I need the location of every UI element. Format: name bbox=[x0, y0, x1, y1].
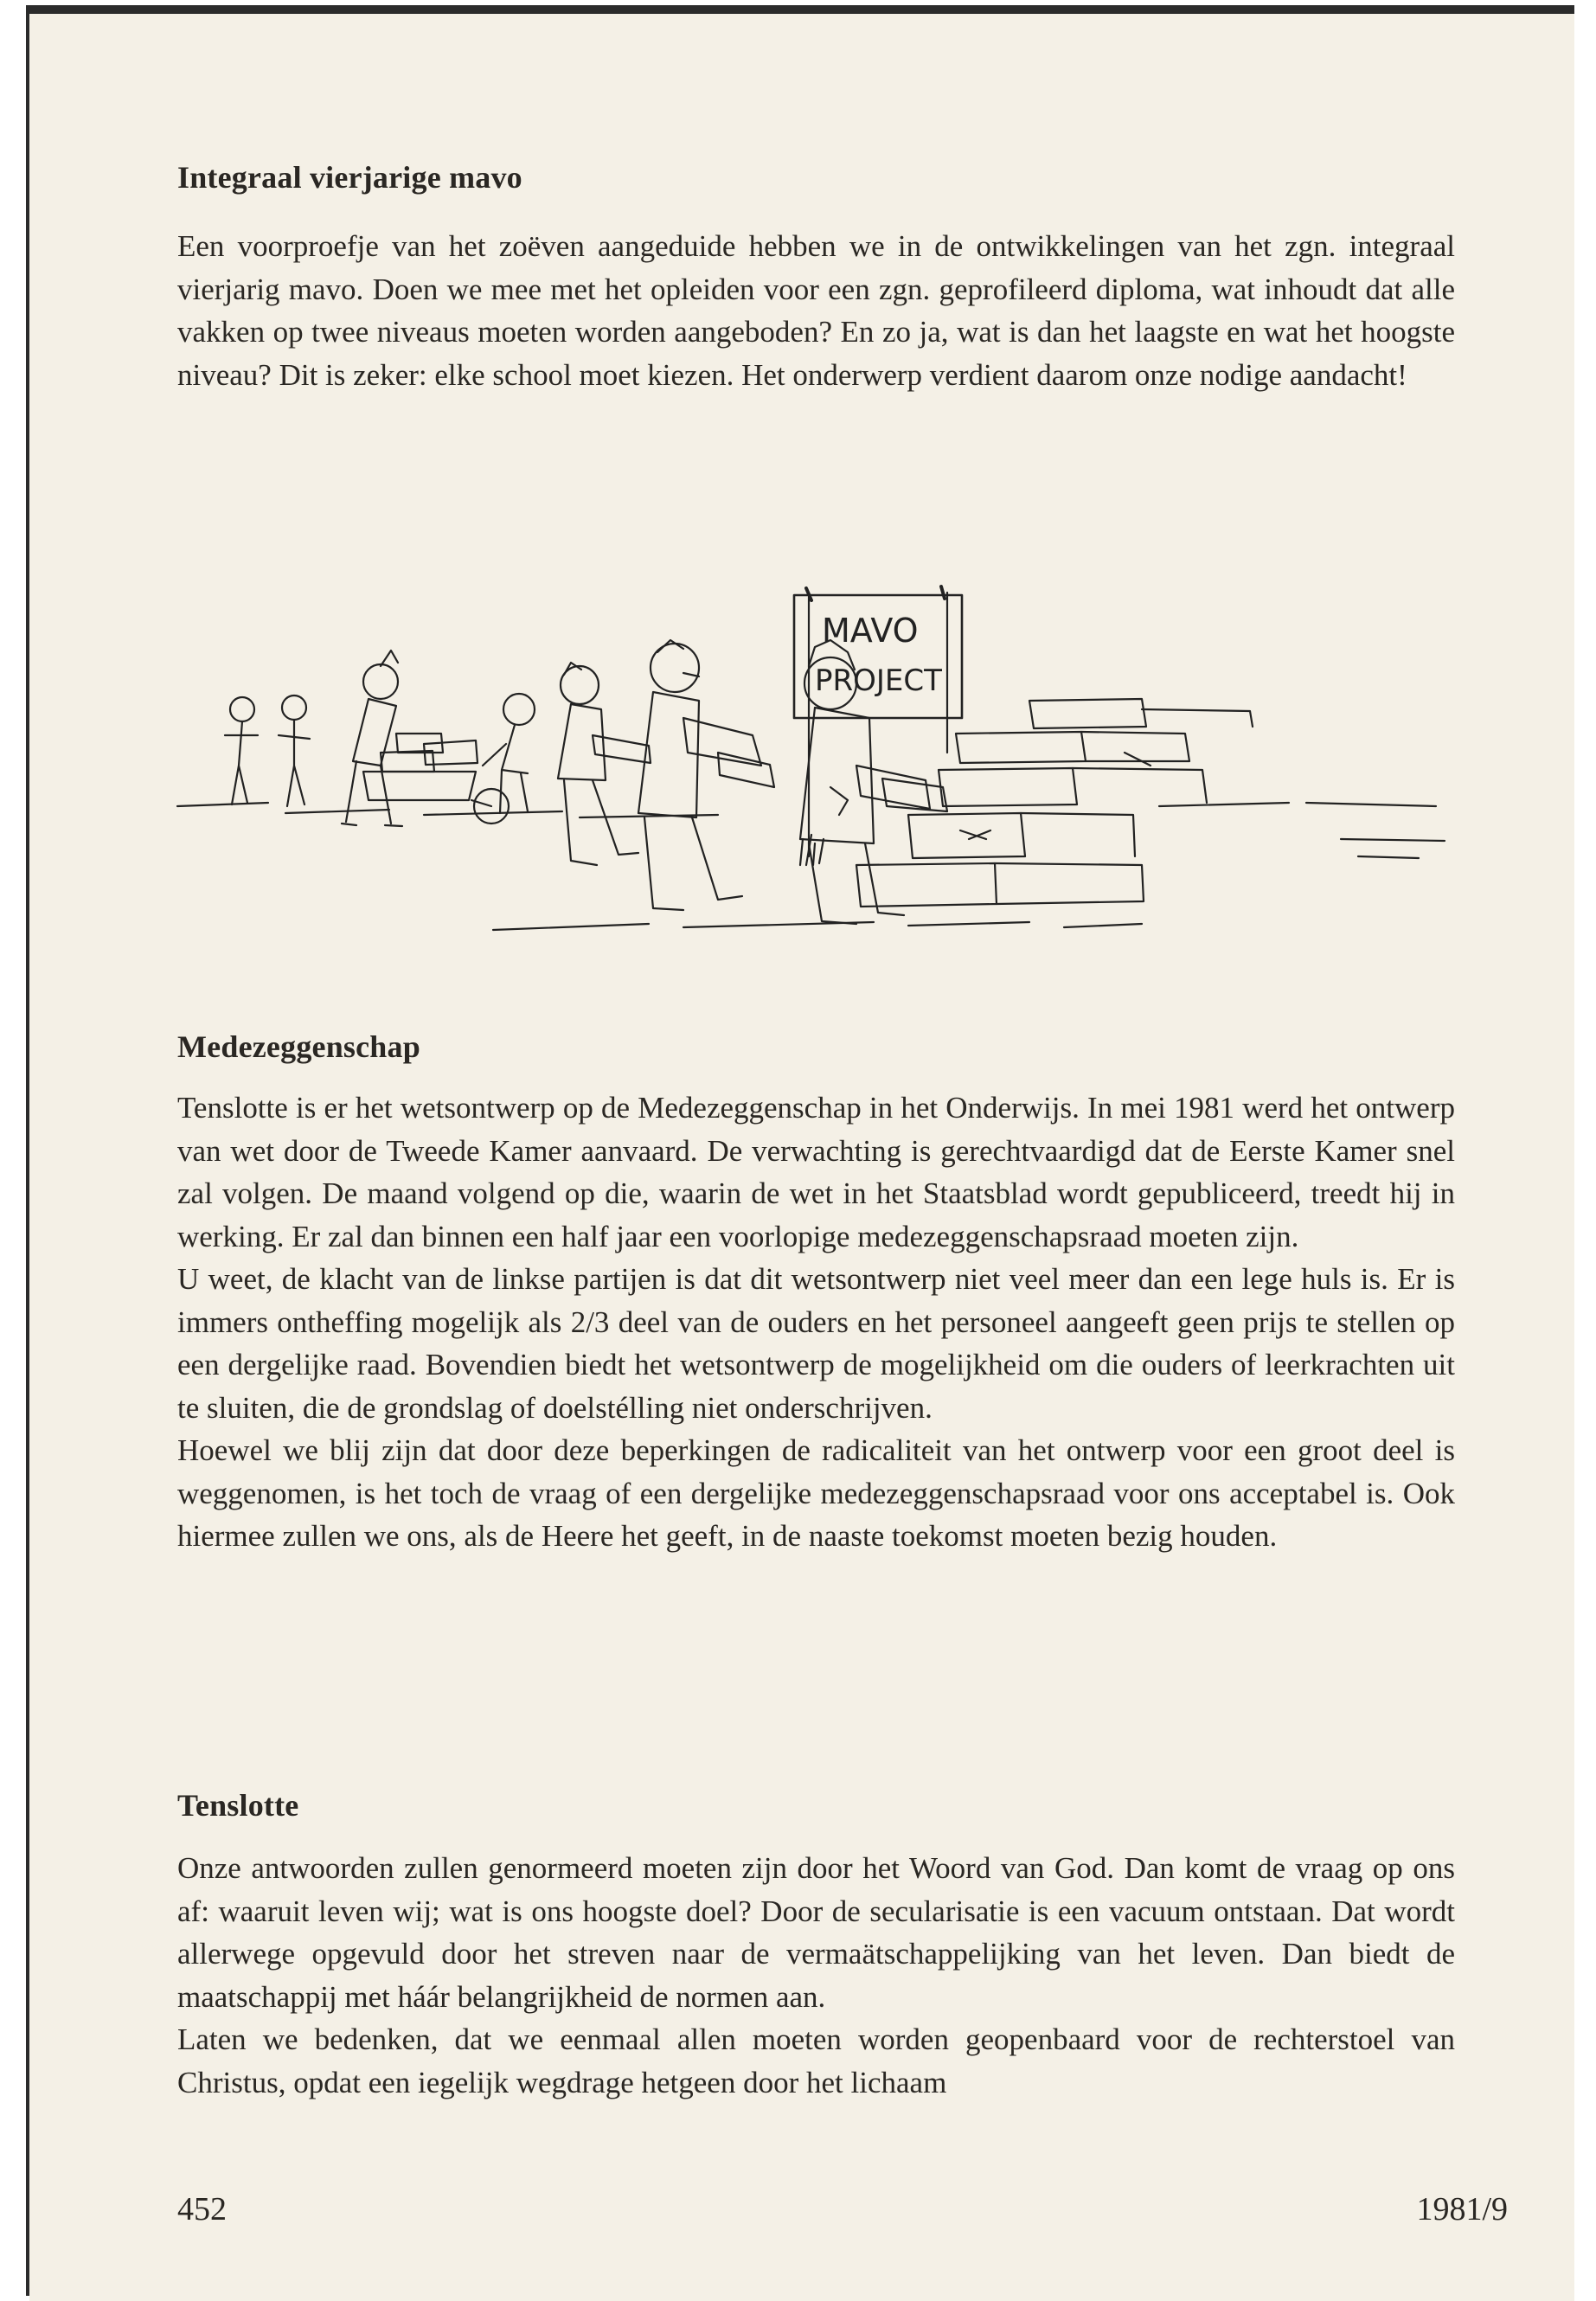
ground-lines bbox=[177, 803, 1445, 930]
paragraph: Tenslotte is er het wetsontwerp op de Medezeggenschap in het Onderwijs. In mei 1981 werd het ontwerp van wet door de Tweede Kamer aanvaard. De verwachting is gerechtvaardigd dat de Eerste Kamer snel zal volgen. De maand volgend op die, waarin de wet in het Staatsblad wordt gepubliceerd, treedt hij in werking. Er zal dan binnen een half jaar een voorlopige medezeggenschapsraad moeten zijn. bbox=[177, 1091, 1455, 1253]
sign-text-mavo: MAVO bbox=[822, 612, 919, 650]
figure-small-left bbox=[225, 697, 258, 804]
section-heading-tenslotte: Tenslotte bbox=[177, 1788, 299, 1823]
page-number: 452 bbox=[177, 2191, 227, 2227]
paragraph: Hoewel we blij zijn dat door deze beperkingen de radicaliteit van het ontwerp voor een groot deel is weggenomen, is het toch de vraag of een dergelijke medezeggenschapsraad voor ons acceptabel is. Ook hiermee zullen we ons, als de Heere het geeft, in de naaste toekomst moeten bezig houden. bbox=[177, 1433, 1455, 1553]
paragraph: Een voorproefje van het zoëven aangeduide hebben we in de ontwikkelingen van het zgn. integraal vierjarig mavo. Doen we mee met het opleiden voor een zgn. geprofileerd diploma, wat inhoudt dat alle vakken op twee niveaus moeten worden aangeboden? En zo ja, wat is dan het laagste en wat het hoogste niveau? Dit is zeker: elke school moet kiezen. Het onderwerp verdient daarom onze nodige aandacht! bbox=[177, 229, 1455, 392]
section-body-mavo bbox=[177, 225, 1455, 396]
issue-number: 1981/9 bbox=[1416, 2191, 1508, 2227]
figure-small-second bbox=[279, 695, 310, 806]
section-heading-mavo: Integraal vierjarige mavo bbox=[177, 160, 522, 195]
figure-pushing bbox=[483, 694, 535, 813]
figure-carrying-boxes bbox=[638, 640, 774, 910]
section-body-tenslotte bbox=[177, 1847, 1455, 2104]
figure-carrying-book bbox=[558, 663, 651, 865]
section-heading-medezeggenschap: Medezeggenschap bbox=[177, 1029, 420, 1064]
paragraph: U weet, de klacht van de linkse partijen is dat dit wetsontwerp niet veel meer dan een lege huls is. Er is immers ontheffing mogelijk als 2/3 deel van de ouders en het personeel aangeeft geen prijs te stellen op een dergelijke raad. Bovendien biedt het wetsontwerp de mogelijkheid om die ouders of leerkrachten uit te sluiten, die de grondslag of doelstélling niet onderschrijven. bbox=[177, 1262, 1455, 1425]
stacked-blocks bbox=[856, 699, 1253, 907]
paragraph: Onze antwoorden zullen genormeerd moeten zijn door het Woord van God. Dan komt de vraag op ons af: waaruit leven wij; wat is ons hoogste doel? Door de secularisatie is een vacuum ontstaan. Dat wordt allerwege opgevuld door het streven naar de vermaätschappelijking van het leven. Dan biedt de maatschappij met háár belangrijkheid de normen aan. bbox=[177, 1851, 1455, 2014]
mavo-project-sign bbox=[794, 586, 962, 856]
section-body-medezeggenschap bbox=[177, 1086, 1455, 1558]
sign-text-project: PROJECT bbox=[815, 663, 942, 698]
cartoon-illustration bbox=[164, 580, 1453, 952]
paragraph: Laten we bedenken, dat we eenmaal allen moeten worden geopenbaard voor de rechterstoel van Christus, opdat een iegelijk wegdrage hetgeen door het lichaam bbox=[177, 2022, 1455, 2099]
